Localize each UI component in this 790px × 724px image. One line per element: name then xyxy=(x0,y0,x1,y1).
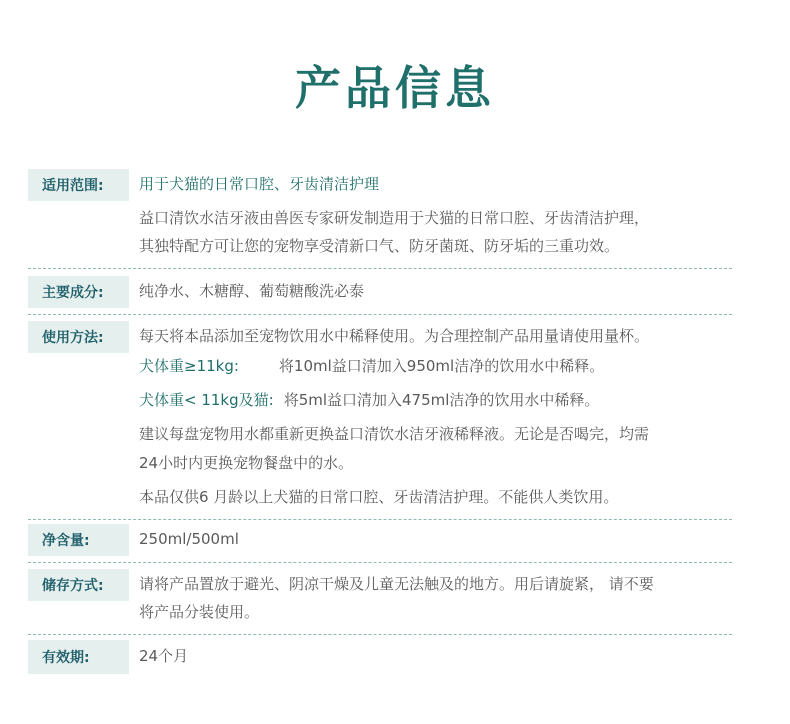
usage-dosage-small xyxy=(139,386,599,415)
divider xyxy=(28,268,732,269)
divider xyxy=(28,634,732,635)
divider xyxy=(28,314,732,315)
ingredients-label: 主要成分: xyxy=(28,276,129,308)
usage-label: 使用方法: xyxy=(28,321,129,353)
scope-text-line-1: 益口清饮水洁牙液由兽医专家研发制造用于犬猫的日常口腔、牙齿清洁护理， xyxy=(139,209,650,227)
usage-text-line-5: 24小时内更换宠物餐盘中的水。 xyxy=(139,454,354,472)
scope-label: 适用范围: xyxy=(28,169,129,201)
scope-text-line-2: 其独特配方可让您的宠物享受清新口气、防牙菌斑、防牙垢的三重功效。 xyxy=(139,237,620,255)
usage-dosage-large xyxy=(139,352,604,381)
divider xyxy=(28,562,732,563)
page-title: 产品信息 xyxy=(295,61,495,115)
dog-small-label: 犬体重< 11kg及猫: xyxy=(139,391,274,409)
scope-highlight: 用于犬猫的日常口腔、牙齿清洁护理 xyxy=(139,175,380,193)
storage-text-line-1: 请将产品置放于避光、阴凉干燥及儿童无法触及的地方。用后请旋紧， 请不要 xyxy=(139,575,654,593)
usage-text-line-1: 每天将本品添加至宠物饮用水中稀释使用。为合理控制产品用量请使用量杯。 xyxy=(139,327,650,345)
dog-large-text: 将10ml益口清加入950ml洁净的饮用水中稀释。 xyxy=(278,357,605,375)
storage-text-line-2: 将产品分装使用。 xyxy=(139,603,260,621)
ingredients-text: 纯净水、木糖醇、葡萄糖酸洗必泰 xyxy=(139,282,365,300)
divider xyxy=(28,519,732,520)
storage-label: 储存方式: xyxy=(28,569,129,601)
dog-small-text: 将5ml益口清加入475ml洁净的饮用水中稀释。 xyxy=(283,391,600,409)
shelf-life-label: 有效期: xyxy=(28,640,129,674)
dog-large-label: 犬体重≥11kg: xyxy=(139,357,239,375)
volume-label: 净含量: xyxy=(28,524,129,556)
usage-text-line-4: 建议每盘宠物用水都重新更换益口清饮水洁牙液稀释液。无论是否喝完，均需 xyxy=(139,425,650,443)
shelf-life-text: 24个月 xyxy=(139,647,189,665)
volume-text: 250ml/500ml xyxy=(139,530,239,548)
usage-text-line-6: 本品仅供6 月龄以上犬猫的日常口腔、牙齿清洁护理。不能供人类饮用。 xyxy=(139,488,619,506)
